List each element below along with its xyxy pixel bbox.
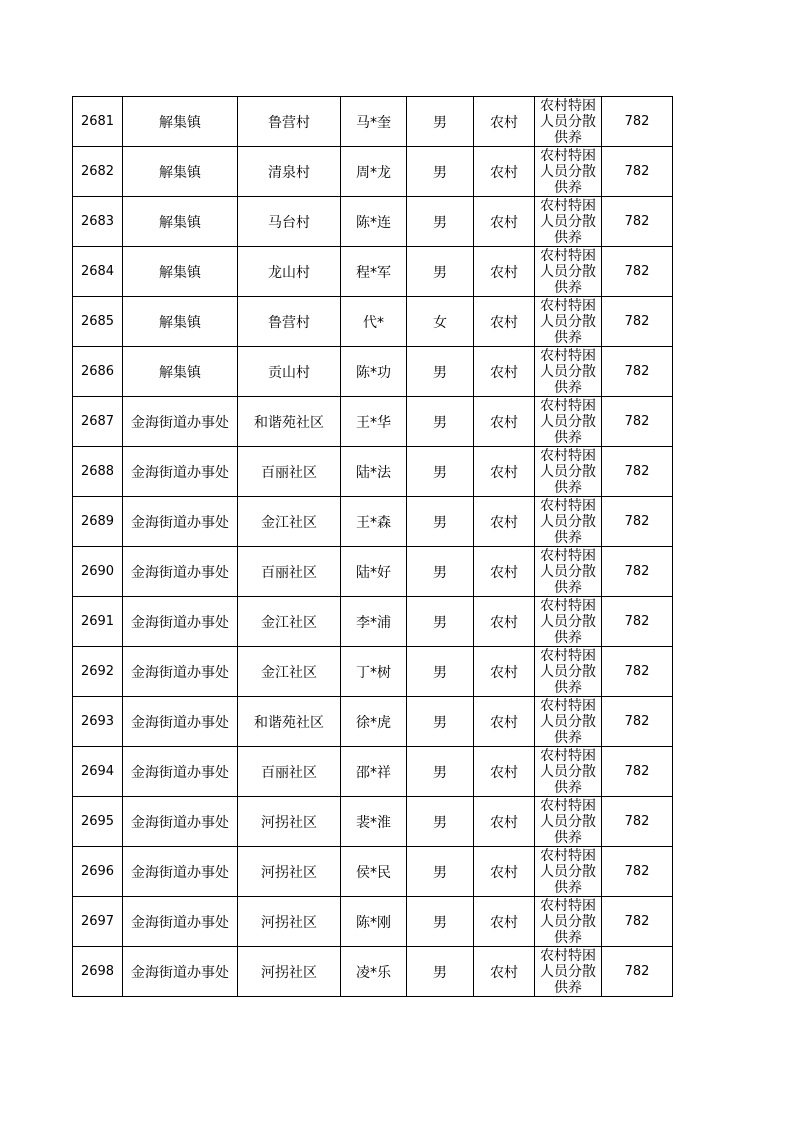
cell-village: 鲁营村 [238, 297, 341, 347]
cell-serial-number: 2687 [73, 397, 123, 447]
cell-town: 解集镇 [123, 147, 238, 197]
support-category-text: 农村特困人员分散供养 [540, 98, 596, 145]
cell-residence-type: 农村 [474, 197, 535, 247]
table-row [73, 197, 673, 247]
cell-name: 丁*树 [341, 647, 407, 697]
cell-village: 金江社区 [238, 497, 341, 547]
support-category-text: 农村特困人员分散供养 [540, 798, 596, 845]
cell-residence-type: 农村 [474, 797, 535, 847]
table-row [73, 347, 673, 397]
cell-town: 金海街道办事处 [123, 747, 238, 797]
cell-serial-number: 2694 [73, 747, 123, 797]
cell-name: 陈*刚 [341, 897, 407, 947]
cell-gender: 男 [407, 547, 474, 597]
cell-residence-type: 农村 [474, 397, 535, 447]
support-category-text: 农村特困人员分散供养 [540, 948, 596, 995]
cell-amount: 782 [602, 697, 673, 747]
cell-amount: 782 [602, 647, 673, 697]
table-row [73, 397, 673, 447]
cell-town: 解集镇 [123, 297, 238, 347]
cell-name: 陆*好 [341, 547, 407, 597]
cell-name: 侯*民 [341, 847, 407, 897]
table-row [73, 797, 673, 847]
cell-residence-type: 农村 [474, 597, 535, 647]
cell-village: 百丽社区 [238, 747, 341, 797]
cell-residence-type: 农村 [474, 447, 535, 497]
table-row [73, 947, 673, 997]
cell-gender: 女 [407, 297, 474, 347]
table-row [73, 297, 673, 347]
table-row [73, 247, 673, 297]
cell-gender: 男 [407, 147, 474, 197]
support-category-text: 农村特困人员分散供养 [540, 648, 596, 695]
cell-town: 金海街道办事处 [123, 797, 238, 847]
support-category-text: 农村特困人员分散供养 [540, 848, 596, 895]
roster-table [72, 96, 673, 997]
cell-support-category [535, 697, 602, 747]
cell-village: 和谐苑社区 [238, 697, 341, 747]
cell-support-category [535, 247, 602, 297]
cell-gender: 男 [407, 397, 474, 447]
cell-amount: 782 [602, 547, 673, 597]
cell-residence-type: 农村 [474, 547, 535, 597]
cell-serial-number: 2683 [73, 197, 123, 247]
cell-serial-number: 2697 [73, 897, 123, 947]
cell-gender: 男 [407, 497, 474, 547]
cell-support-category [535, 747, 602, 797]
table-row [73, 747, 673, 797]
cell-gender: 男 [407, 97, 474, 147]
cell-name: 裴*淮 [341, 797, 407, 847]
cell-support-category [535, 497, 602, 547]
cell-amount: 782 [602, 147, 673, 197]
cell-amount: 782 [602, 197, 673, 247]
cell-town: 金海街道办事处 [123, 897, 238, 947]
cell-serial-number: 2685 [73, 297, 123, 347]
cell-gender: 男 [407, 947, 474, 997]
cell-amount: 782 [602, 297, 673, 347]
cell-gender: 男 [407, 797, 474, 847]
cell-village: 清泉村 [238, 147, 341, 197]
cell-amount: 782 [602, 347, 673, 397]
support-category-text: 农村特困人员分散供养 [540, 198, 596, 245]
cell-support-category [535, 647, 602, 697]
cell-gender: 男 [407, 347, 474, 397]
support-category-text: 农村特困人员分散供养 [540, 748, 596, 795]
support-category-text: 农村特困人员分散供养 [540, 548, 596, 595]
cell-serial-number: 2686 [73, 347, 123, 397]
table-row [73, 697, 673, 747]
cell-town: 解集镇 [123, 197, 238, 247]
cell-serial-number: 2681 [73, 97, 123, 147]
support-category-text: 农村特困人员分散供养 [540, 348, 596, 395]
support-category-text: 农村特困人员分散供养 [540, 448, 596, 495]
cell-residence-type: 农村 [474, 97, 535, 147]
cell-name: 陈*连 [341, 197, 407, 247]
cell-residence-type: 农村 [474, 847, 535, 897]
roster-body [73, 97, 673, 997]
cell-amount: 782 [602, 847, 673, 897]
cell-residence-type: 农村 [474, 247, 535, 297]
table-row [73, 897, 673, 947]
cell-town: 金海街道办事处 [123, 547, 238, 597]
cell-name: 程*军 [341, 247, 407, 297]
cell-serial-number: 2684 [73, 247, 123, 297]
table-row [73, 447, 673, 497]
cell-gender: 男 [407, 747, 474, 797]
cell-gender: 男 [407, 697, 474, 747]
cell-residence-type: 农村 [474, 747, 535, 797]
support-category-text: 农村特困人员分散供养 [540, 148, 596, 195]
cell-support-category [535, 447, 602, 497]
support-category-text: 农村特困人员分散供养 [540, 248, 596, 295]
cell-name: 陈*功 [341, 347, 407, 397]
cell-support-category [535, 197, 602, 247]
cell-support-category [535, 597, 602, 647]
table-row [73, 147, 673, 197]
cell-support-category [535, 547, 602, 597]
cell-village: 河拐社区 [238, 797, 341, 847]
cell-serial-number: 2691 [73, 597, 123, 647]
cell-village: 百丽社区 [238, 447, 341, 497]
cell-support-category [535, 847, 602, 897]
table-row [73, 97, 673, 147]
cell-serial-number: 2688 [73, 447, 123, 497]
cell-gender: 男 [407, 447, 474, 497]
cell-name: 陆*法 [341, 447, 407, 497]
cell-gender: 男 [407, 847, 474, 897]
table-row [73, 597, 673, 647]
cell-amount: 782 [602, 897, 673, 947]
cell-support-category [535, 897, 602, 947]
cell-residence-type: 农村 [474, 297, 535, 347]
support-category-text: 农村特困人员分散供养 [540, 498, 596, 545]
cell-name: 王*森 [341, 497, 407, 547]
cell-serial-number: 2698 [73, 947, 123, 997]
cell-support-category [535, 947, 602, 997]
cell-residence-type: 农村 [474, 647, 535, 697]
cell-village: 河拐社区 [238, 847, 341, 897]
cell-name: 代* [341, 297, 407, 347]
cell-residence-type: 农村 [474, 497, 535, 547]
cell-name: 凌*乐 [341, 947, 407, 997]
cell-serial-number: 2695 [73, 797, 123, 847]
cell-amount: 782 [602, 497, 673, 547]
cell-village: 百丽社区 [238, 547, 341, 597]
cell-amount: 782 [602, 397, 673, 447]
cell-gender: 男 [407, 647, 474, 697]
cell-amount: 782 [602, 447, 673, 497]
cell-amount: 782 [602, 97, 673, 147]
cell-village: 河拐社区 [238, 947, 341, 997]
cell-gender: 男 [407, 197, 474, 247]
cell-village: 金江社区 [238, 597, 341, 647]
cell-serial-number: 2696 [73, 847, 123, 897]
cell-village: 龙山村 [238, 247, 341, 297]
cell-residence-type: 农村 [474, 697, 535, 747]
cell-village: 贡山村 [238, 347, 341, 397]
cell-residence-type: 农村 [474, 947, 535, 997]
cell-village: 河拐社区 [238, 897, 341, 947]
cell-support-category [535, 347, 602, 397]
cell-gender: 男 [407, 597, 474, 647]
cell-residence-type: 农村 [474, 897, 535, 947]
cell-name: 周*龙 [341, 147, 407, 197]
support-category-text: 农村特困人员分散供养 [540, 898, 596, 945]
cell-village: 金江社区 [238, 647, 341, 697]
cell-name: 王*华 [341, 397, 407, 447]
cell-amount: 782 [602, 247, 673, 297]
cell-amount: 782 [602, 747, 673, 797]
support-category-text: 农村特困人员分散供养 [540, 298, 596, 345]
table-row [73, 847, 673, 897]
cell-residence-type: 农村 [474, 347, 535, 397]
cell-village: 马台村 [238, 197, 341, 247]
cell-town: 金海街道办事处 [123, 447, 238, 497]
support-category-text: 农村特困人员分散供养 [540, 398, 596, 445]
cell-amount: 782 [602, 597, 673, 647]
cell-town: 金海街道办事处 [123, 397, 238, 447]
cell-name: 邵*祥 [341, 747, 407, 797]
cell-serial-number: 2689 [73, 497, 123, 547]
cell-town: 金海街道办事处 [123, 647, 238, 697]
cell-village: 鲁营村 [238, 97, 341, 147]
cell-gender: 男 [407, 897, 474, 947]
cell-support-category [535, 397, 602, 447]
cell-town: 金海街道办事处 [123, 697, 238, 747]
table-row [73, 497, 673, 547]
cell-village: 和谐苑社区 [238, 397, 341, 447]
cell-support-category [535, 97, 602, 147]
cell-town: 解集镇 [123, 247, 238, 297]
cell-town: 金海街道办事处 [123, 497, 238, 547]
cell-town: 金海街道办事处 [123, 947, 238, 997]
support-category-text: 农村特困人员分散供养 [540, 598, 596, 645]
cell-town: 金海街道办事处 [123, 597, 238, 647]
cell-serial-number: 2682 [73, 147, 123, 197]
cell-support-category [535, 147, 602, 197]
cell-residence-type: 农村 [474, 147, 535, 197]
cell-town: 金海街道办事处 [123, 847, 238, 897]
cell-gender: 男 [407, 247, 474, 297]
cell-amount: 782 [602, 947, 673, 997]
cell-name: 马*奎 [341, 97, 407, 147]
cell-name: 李*浦 [341, 597, 407, 647]
cell-town: 解集镇 [123, 97, 238, 147]
support-category-text: 农村特困人员分散供养 [540, 698, 596, 745]
table-row [73, 647, 673, 697]
cell-serial-number: 2692 [73, 647, 123, 697]
cell-town: 解集镇 [123, 347, 238, 397]
cell-amount: 782 [602, 797, 673, 847]
cell-name: 徐*虎 [341, 697, 407, 747]
table-row [73, 547, 673, 597]
cell-support-category [535, 297, 602, 347]
cell-serial-number: 2690 [73, 547, 123, 597]
cell-support-category [535, 797, 602, 847]
cell-serial-number: 2693 [73, 697, 123, 747]
